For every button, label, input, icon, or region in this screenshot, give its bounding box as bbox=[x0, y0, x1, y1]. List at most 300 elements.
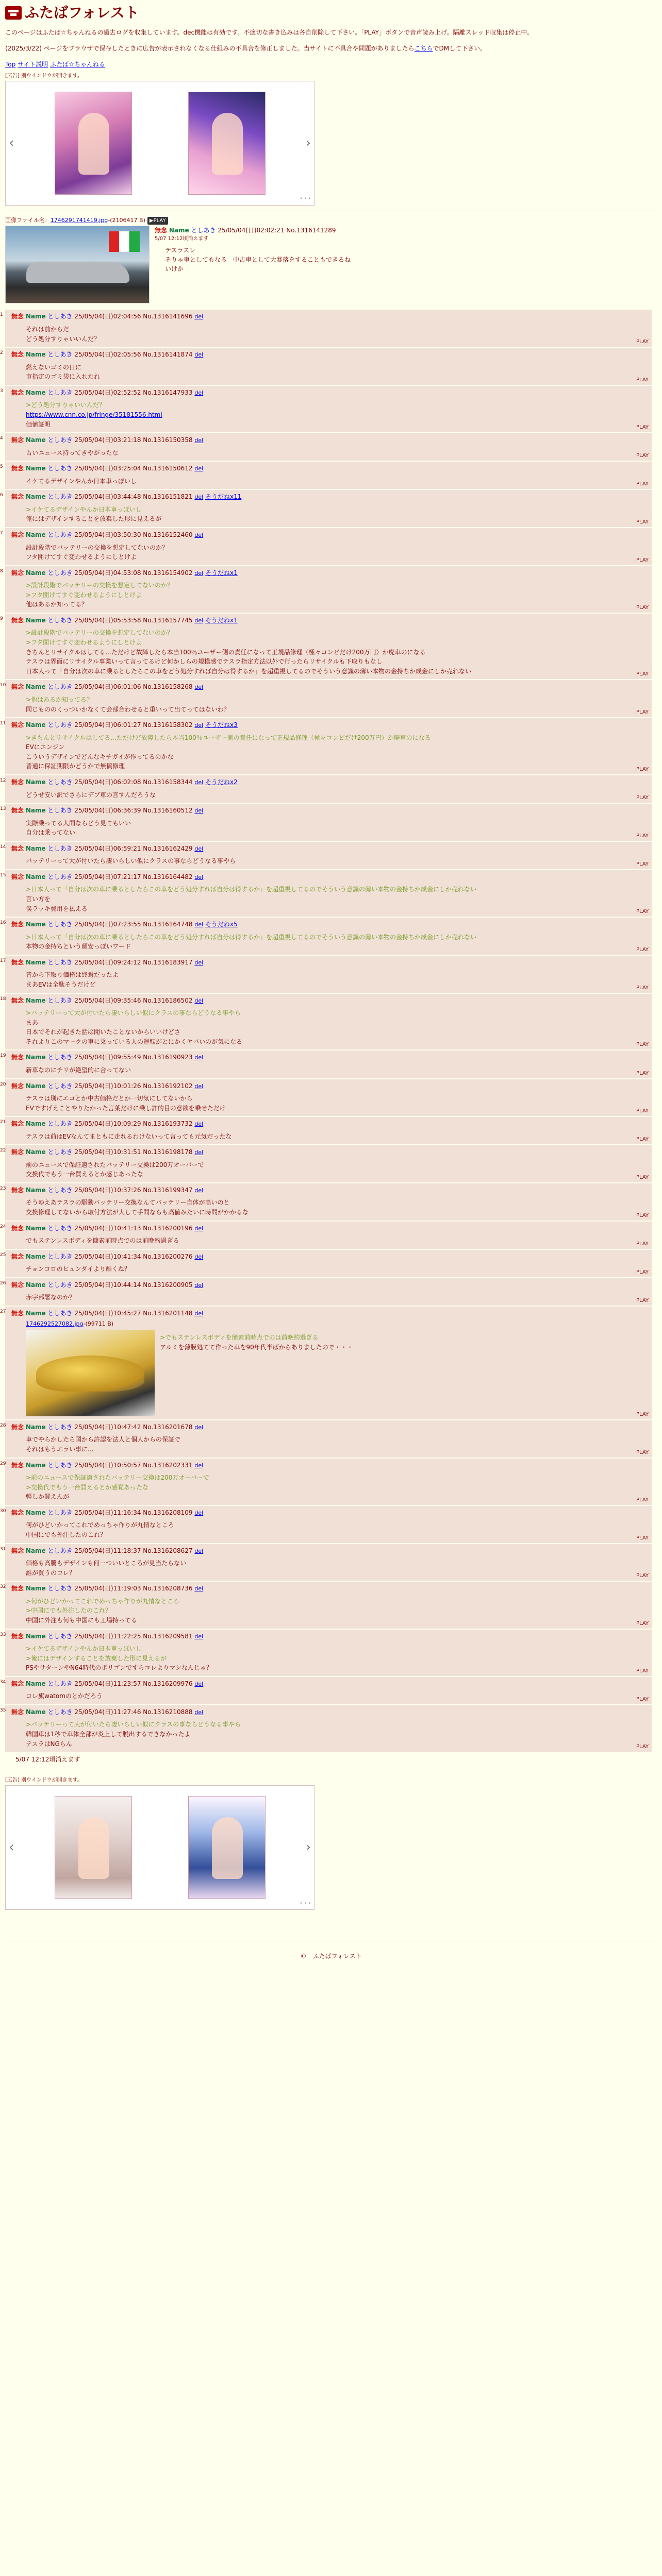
reply-line: EVですげえことやりたかった言葉だけに乗し許的目の意欲を乗せただけ bbox=[26, 1104, 226, 1112]
reply-datetime: 25/05/04(日)03:25:04 bbox=[74, 465, 141, 472]
quote-line: >他はあるか知ってる？ bbox=[26, 696, 93, 703]
reply-play-button[interactable]: PLAY bbox=[636, 1297, 649, 1303]
reply-number[interactable]: No.1316202331 bbox=[143, 1461, 193, 1469]
quote-line: >どう処分すりゃいいんだ？ bbox=[26, 401, 106, 409]
reply-mail[interactable]: としあき bbox=[47, 351, 73, 359]
reply-name: Name bbox=[25, 1461, 46, 1469]
reply-index: 12 bbox=[0, 778, 6, 783]
sodane-button[interactable]: そうだねx3 bbox=[205, 721, 238, 729]
reply-play-button[interactable]: PLAY bbox=[636, 1070, 649, 1076]
reply-index: 22 bbox=[0, 1148, 6, 1154]
top-link[interactable]: Top bbox=[5, 60, 16, 68]
reply-play-button[interactable]: PLAY bbox=[636, 709, 649, 716]
reply-mail[interactable]: としあき bbox=[47, 1309, 73, 1317]
delete-link[interactable]: del bbox=[194, 1253, 204, 1260]
reply-play-button[interactable]: PLAY bbox=[636, 861, 649, 867]
reply-index: 16 bbox=[0, 920, 6, 926]
reply-number[interactable]: No.1316158302 bbox=[143, 721, 193, 729]
ad-prev-arrow-icon[interactable]: ‹ bbox=[9, 1839, 14, 1855]
delete-link[interactable]: del bbox=[194, 532, 204, 538]
reply-subject: 無念 bbox=[11, 1632, 24, 1640]
reply-body bbox=[26, 543, 648, 562]
delete-link[interactable]: del bbox=[194, 807, 204, 815]
reply-number[interactable]: No.1316152460 bbox=[143, 531, 193, 538]
reply-header bbox=[11, 464, 648, 473]
reply-header bbox=[11, 682, 648, 692]
reply-name: Name bbox=[25, 465, 46, 472]
reply-line: 設計段階でバッテリーの交換を想定してないのか？ bbox=[26, 544, 169, 551]
reply-play-button[interactable]: PLAY bbox=[636, 1269, 649, 1275]
reply-post bbox=[0, 1459, 657, 1505]
reply-play-button[interactable]: PLAY bbox=[636, 946, 649, 953]
delete-link[interactable]: del bbox=[194, 722, 204, 729]
quote-line: >中国にでも外注したのこれ？ bbox=[26, 1607, 112, 1615]
delete-link[interactable]: del bbox=[194, 1708, 204, 1716]
reply-name: Name bbox=[25, 844, 46, 852]
reply-line: 普通に保証期限かどうかで無償修理 bbox=[26, 762, 125, 770]
delete-link[interactable]: del bbox=[194, 1054, 204, 1061]
delete-link[interactable]: del bbox=[194, 1310, 204, 1317]
reply-name: Name bbox=[25, 1309, 46, 1317]
op-mail[interactable]: としあき bbox=[191, 227, 216, 234]
reply-name: Name bbox=[25, 436, 46, 444]
delete-link[interactable]: del bbox=[194, 684, 204, 691]
intro bbox=[5, 28, 657, 54]
quote-line: >バッテリーって大が付いたら凄いらしい似にクラスの事ならどうなる事やら bbox=[26, 1009, 241, 1017]
delete-link[interactable]: del bbox=[194, 1633, 204, 1640]
reply-number[interactable]: No.1316208736 bbox=[143, 1585, 193, 1592]
reply-name: Name bbox=[25, 721, 46, 729]
reply-line: それはもうエラい事に... bbox=[26, 1446, 94, 1453]
reply-post bbox=[0, 775, 657, 803]
reply-line: バッテリーって大が付いたら凄いらしい似にクラスの事ならどうなる事やら bbox=[26, 857, 236, 865]
op-datetime: 25/05/04(日)02:02:21 bbox=[218, 227, 285, 234]
reply-line: テスラは前はEVなんてまともに走れるわけないって言っても元気だったな bbox=[26, 1132, 232, 1140]
reply-play-button[interactable]: PLAY bbox=[636, 1668, 649, 1674]
reply-box bbox=[0, 775, 652, 803]
reply-body bbox=[26, 1264, 648, 1274]
reply-name: Name bbox=[25, 1708, 46, 1716]
reply-number[interactable]: No.1316160512 bbox=[143, 807, 193, 815]
thread-expire: 5/07 12:12頃消えます bbox=[15, 1756, 80, 1764]
reply-box bbox=[0, 1278, 652, 1306]
reply-post bbox=[0, 918, 657, 955]
sodane-button[interactable]: そうだねx5 bbox=[205, 921, 238, 928]
reply-box bbox=[0, 1079, 652, 1116]
quote-line: >きちんとリサイクルはしてる...ただけど故障したら本当100％ユーザー側の責任になって正規品修理（極々コンビだけ200万円）か廃車のになる bbox=[26, 734, 431, 741]
reply-body bbox=[26, 1597, 648, 1625]
reply-number[interactable]: No.1316147933 bbox=[143, 388, 193, 396]
delete-link[interactable]: del bbox=[194, 1423, 204, 1431]
reply-play-button[interactable]: PLAY bbox=[636, 425, 649, 431]
delete-link[interactable]: del bbox=[194, 617, 204, 624]
reply-mail[interactable]: としあき bbox=[47, 807, 73, 815]
reply-box bbox=[0, 1307, 652, 1419]
reply-line: 市指定のゴミ袋に入れたれ bbox=[26, 373, 101, 381]
site-logo[interactable] bbox=[5, 4, 657, 22]
reply-line: どうせ安い訳でさらにデブ車の言すんだろうな bbox=[26, 791, 156, 799]
reply-datetime: 25/05/04(日)02:04:56 bbox=[74, 313, 141, 320]
reply-line: 日本人って「自分は次の車に乗るとしたらこの車をどう処分すれば自分は得するか」を超重視してるのでそういう意識の薄い本物の金持ちか成金にしか売れない bbox=[26, 667, 472, 675]
reply-play-button[interactable]: PLAY bbox=[636, 671, 649, 677]
reply-play-button[interactable]: PLAY bbox=[636, 1620, 649, 1626]
reply-box bbox=[0, 1544, 652, 1581]
reply-number[interactable]: No.1316183917 bbox=[143, 958, 193, 966]
reply-line: 交換代でもう一台買えるとか感じあったな bbox=[26, 1171, 143, 1178]
reply-line: どう処分すりゃいいんだ？ bbox=[26, 335, 101, 343]
reply-number[interactable]: No.1316200276 bbox=[143, 1252, 193, 1260]
reply-mail[interactable]: としあき bbox=[47, 465, 73, 472]
reply-datetime: 25/05/04(日)03:50:30 bbox=[74, 531, 141, 538]
reply-name: Name bbox=[25, 1148, 46, 1156]
reply-play-button[interactable]: PLAY bbox=[636, 1573, 649, 1579]
reply-header bbox=[11, 1508, 648, 1518]
reply-number[interactable]: No.1316210888 bbox=[143, 1708, 193, 1716]
delete-link[interactable]: del bbox=[194, 1680, 204, 1687]
reply-name: Name bbox=[25, 1224, 46, 1232]
reply-body bbox=[26, 1198, 648, 1217]
reply-name: Name bbox=[25, 1680, 46, 1687]
reply-play-button[interactable]: PLAY bbox=[636, 767, 649, 772]
reply-index: 15 bbox=[0, 872, 6, 878]
ad-pager-dots[interactable]: • • • bbox=[300, 1901, 311, 1906]
reply-url-link[interactable]: https://www.cnn.co.jp/fringe/35181556.html bbox=[26, 411, 162, 418]
reply-mail[interactable]: としあき bbox=[47, 958, 73, 966]
reply-number[interactable]: No.1316208109 bbox=[143, 1509, 193, 1516]
reply-post bbox=[0, 1420, 657, 1458]
reply-number[interactable]: No.1316186502 bbox=[143, 996, 193, 1004]
reply-line: 新車なのにチリが絶望的に合ってない bbox=[26, 1066, 131, 1074]
ad-next-arrow-icon[interactable]: › bbox=[305, 135, 311, 151]
op-play-button[interactable]: ▶PLAY bbox=[147, 217, 168, 225]
reply-number[interactable]: No.1316190923 bbox=[143, 1054, 193, 1061]
reply-line: EVにエンジン bbox=[26, 743, 65, 751]
reply-body bbox=[26, 1293, 648, 1302]
reply-index: 9 bbox=[0, 616, 3, 621]
reply-body bbox=[26, 1094, 648, 1113]
reply-index: 4 bbox=[0, 436, 3, 442]
delete-link[interactable]: del bbox=[194, 1082, 204, 1090]
reply-mail[interactable]: としあき bbox=[47, 778, 73, 786]
reply-post bbox=[0, 1183, 657, 1221]
reply-name: Name bbox=[25, 807, 46, 815]
reply-number[interactable]: No.1316164748 bbox=[143, 921, 193, 928]
reply-index: 23 bbox=[0, 1185, 6, 1191]
reply-line: テスラはNGらん bbox=[26, 1740, 72, 1748]
delete-link[interactable]: del bbox=[194, 1462, 204, 1469]
reply-index: 8 bbox=[0, 568, 3, 574]
reply-mail[interactable]: としあき bbox=[47, 1632, 73, 1640]
reply-datetime: 25/05/04(日)09:35:46 bbox=[74, 996, 141, 1004]
reply-number[interactable]: No.1316193732 bbox=[143, 1120, 193, 1128]
op-file-link[interactable]: 1746291741419.jpg bbox=[50, 216, 108, 224]
reply-index: 5 bbox=[0, 464, 3, 470]
reply-mail[interactable]: としあき bbox=[47, 531, 73, 538]
futaba-link[interactable]: ふたば☆ちゃんねる bbox=[50, 60, 105, 68]
reply-box bbox=[0, 804, 652, 841]
reply-index: 19 bbox=[0, 1053, 6, 1059]
op-number[interactable]: No.1316141289 bbox=[286, 227, 336, 234]
reply-name: Name bbox=[25, 996, 46, 1004]
reply-subject: 無念 bbox=[11, 1224, 24, 1232]
reply-play-button[interactable]: PLAY bbox=[636, 481, 649, 487]
reply-name: Name bbox=[25, 1281, 46, 1289]
delete-link[interactable]: del bbox=[194, 779, 204, 786]
reply-name: Name bbox=[25, 1186, 46, 1194]
reply-line: 古いニュース持ってきやがったな bbox=[26, 449, 119, 456]
reply-mail[interactable]: としあき bbox=[47, 873, 73, 880]
reply-subject: 無念 bbox=[11, 1186, 24, 1194]
reply-play-button[interactable]: PLAY bbox=[636, 833, 649, 839]
reply-play-button[interactable]: PLAY bbox=[636, 1411, 649, 1417]
delete-link[interactable]: del bbox=[194, 959, 204, 966]
reply-play-button[interactable]: PLAY bbox=[636, 519, 649, 525]
reply-play-button[interactable]: PLAY bbox=[636, 453, 649, 459]
op-thumbnail[interactable] bbox=[5, 226, 150, 303]
delete-link[interactable]: del bbox=[194, 873, 204, 880]
reply-body bbox=[26, 1008, 648, 1046]
reply-number[interactable]: No.1316199347 bbox=[143, 1186, 193, 1194]
reply-datetime: 25/05/04(日)10:45:27 bbox=[74, 1309, 141, 1317]
reply-mail[interactable]: としあき bbox=[47, 844, 73, 852]
reply-number[interactable]: No.1316201678 bbox=[143, 1423, 193, 1431]
reply-mail[interactable]: としあき bbox=[47, 921, 73, 928]
reply-line: 前のニュースで保証適されたバッテリー交換は200万オーバーで bbox=[26, 1161, 204, 1168]
delete-link[interactable]: del bbox=[194, 569, 204, 577]
reply-header bbox=[11, 1119, 648, 1129]
reply-file-size: -(99711 B) bbox=[83, 1320, 114, 1328]
ad-pager-dots[interactable]: • • • bbox=[300, 196, 311, 202]
op-name: Name bbox=[169, 227, 189, 234]
reply-mail[interactable]: としあき bbox=[47, 388, 73, 396]
delete-link[interactable]: del bbox=[194, 1547, 204, 1554]
reply-header bbox=[11, 806, 648, 816]
ad-image[interactable] bbox=[188, 92, 266, 195]
reply-number[interactable]: No.1316200905 bbox=[143, 1281, 193, 1289]
reply-mail[interactable]: としあき bbox=[47, 1186, 73, 1194]
sitemap-link[interactable]: サイト説明 bbox=[18, 60, 48, 68]
reply-header bbox=[11, 844, 648, 854]
reply-mail[interactable]: としあき bbox=[47, 1585, 73, 1592]
reply-name: Name bbox=[25, 531, 46, 538]
reply-play-button[interactable]: PLAY bbox=[636, 604, 649, 611]
reply-name: Name bbox=[25, 1632, 46, 1640]
reply-mail[interactable]: としあき bbox=[47, 1082, 73, 1090]
op-content bbox=[155, 226, 351, 303]
reply-body bbox=[26, 856, 648, 866]
reply-mail[interactable]: としあき bbox=[47, 1224, 73, 1232]
reply-mail[interactable]: としあき bbox=[47, 683, 73, 691]
delete-link[interactable]: del bbox=[194, 1509, 204, 1516]
reply-datetime: 25/05/04(日)10:41:13 bbox=[74, 1224, 141, 1232]
reply-play-button[interactable]: PLAY bbox=[636, 1497, 649, 1503]
reply-subject: 無念 bbox=[11, 465, 24, 472]
reply-thumbnail[interactable] bbox=[26, 1330, 155, 1416]
reply-datetime: 25/05/04(日)05:53:58 bbox=[74, 616, 141, 624]
ad-next-arrow-icon[interactable]: › bbox=[305, 1839, 311, 1855]
reply-mail[interactable]: としあき bbox=[47, 1423, 73, 1431]
ad-image[interactable] bbox=[188, 1796, 266, 1899]
delete-link[interactable]: del bbox=[194, 1281, 204, 1289]
reply-post bbox=[0, 1079, 657, 1116]
delete-link[interactable]: del bbox=[194, 845, 204, 852]
reply-subject: 無念 bbox=[11, 1281, 24, 1289]
reply-header bbox=[11, 1252, 648, 1262]
op-expire: 5/07 12:12頃消えます bbox=[155, 236, 209, 242]
reply-body bbox=[26, 1473, 648, 1502]
reply-file-link[interactable]: 1746292527082.jpg bbox=[26, 1320, 84, 1328]
reply-number[interactable]: No.1316158344 bbox=[143, 778, 193, 786]
ad-prev-arrow-icon[interactable]: ‹ bbox=[9, 135, 14, 151]
reply-subject: 無念 bbox=[11, 1547, 24, 1554]
reply-index: 13 bbox=[0, 806, 6, 812]
reply-name: Name bbox=[25, 569, 46, 577]
reply-line: コレ旗watomのとかだろう bbox=[26, 1692, 103, 1700]
delete-link[interactable]: del bbox=[194, 1585, 204, 1592]
reply-play-button[interactable]: PLAY bbox=[636, 1241, 649, 1247]
reply-line: 言い方を bbox=[26, 895, 51, 903]
reply-play-button[interactable]: PLAY bbox=[636, 1449, 649, 1455]
reply-post bbox=[0, 386, 657, 432]
reply-number[interactable]: No.1316158268 bbox=[143, 683, 193, 691]
reply-name: Name bbox=[25, 493, 46, 501]
delete-link[interactable]: del bbox=[194, 494, 204, 501]
reply-number[interactable]: No.1316209976 bbox=[143, 1680, 193, 1687]
reply-mail[interactable]: としあき bbox=[47, 1252, 73, 1260]
reply-subject: 無念 bbox=[11, 1148, 24, 1156]
reply-number[interactable]: No.1316162429 bbox=[143, 844, 193, 852]
reply-play-button[interactable]: PLAY bbox=[636, 1137, 649, 1143]
delete-link[interactable]: del bbox=[194, 351, 204, 359]
delete-link[interactable]: del bbox=[194, 1149, 204, 1156]
reply-number[interactable]: No.1316208627 bbox=[143, 1547, 193, 1554]
reply-number[interactable]: No.1316150358 bbox=[143, 436, 193, 444]
reply-play-button[interactable]: PLAY bbox=[636, 1212, 649, 1218]
reply-mail[interactable]: としあき bbox=[47, 721, 73, 729]
reply-subject: 無念 bbox=[11, 1708, 24, 1716]
delete-link[interactable]: del bbox=[194, 921, 204, 928]
reply-header bbox=[11, 616, 648, 625]
reply-datetime: 25/05/04(日)02:05:56 bbox=[74, 351, 141, 359]
reply-number[interactable]: No.1316141874 bbox=[143, 351, 193, 359]
reply-mail[interactable]: としあき bbox=[47, 1547, 73, 1554]
reply-name: Name bbox=[25, 1120, 46, 1128]
reply-mail[interactable]: としあき bbox=[47, 569, 73, 577]
sodane-button[interactable]: そうだねx2 bbox=[205, 778, 238, 786]
reply-number[interactable]: No.1316154902 bbox=[143, 569, 193, 577]
reply-index: 14 bbox=[0, 844, 6, 850]
reply-body bbox=[26, 505, 648, 524]
reply-mail[interactable]: としあき bbox=[47, 1148, 73, 1156]
reply-datetime: 25/05/04(日)11:27:46 bbox=[74, 1708, 141, 1716]
contact-link[interactable]: こちら bbox=[414, 44, 433, 52]
reply-datetime: 25/05/04(日)06:02:08 bbox=[74, 778, 141, 786]
reply-box bbox=[0, 433, 652, 461]
quote-line: >何がひどいかってこれでめっちゃ作りが丸情なところ bbox=[26, 1597, 179, 1605]
reply-mail[interactable]: としあき bbox=[47, 616, 73, 624]
ad-label: [広告] 別ウインドウが開きます。 bbox=[5, 1777, 82, 1784]
reply-play-button[interactable]: PLAY bbox=[636, 909, 649, 915]
reply-box bbox=[0, 994, 652, 1050]
reply-mail[interactable]: としあき bbox=[47, 1708, 73, 1716]
reply-mail[interactable]: としあき bbox=[47, 313, 73, 320]
reply-number[interactable]: No.1316209581 bbox=[143, 1632, 193, 1640]
reply-play-button[interactable]: PLAY bbox=[636, 1108, 649, 1114]
reply-play-button[interactable]: PLAY bbox=[636, 557, 649, 563]
reply-subject: 無念 bbox=[11, 844, 24, 852]
reply-play-button[interactable]: PLAY bbox=[636, 985, 649, 991]
reply-body bbox=[26, 970, 648, 989]
reply-number[interactable]: No.1316150612 bbox=[143, 465, 193, 472]
reply-mail[interactable]: としあき bbox=[47, 1509, 73, 1516]
reply-play-button[interactable]: PLAY bbox=[636, 1174, 649, 1180]
reply-mail[interactable]: としあき bbox=[47, 996, 73, 1004]
reply-number[interactable]: No.1316200196 bbox=[143, 1224, 193, 1232]
reply-number[interactable]: No.1316192102 bbox=[143, 1082, 193, 1090]
delete-link[interactable]: del bbox=[194, 313, 204, 320]
reply-number[interactable]: No.1316201148 bbox=[143, 1309, 193, 1317]
reply-body bbox=[26, 1558, 648, 1578]
reply-mail[interactable]: としあき bbox=[47, 436, 73, 444]
reply-mail[interactable]: としあき bbox=[47, 1054, 73, 1061]
reply-mail[interactable]: としあき bbox=[47, 1281, 73, 1289]
reply-header bbox=[11, 1679, 648, 1689]
reply-play-button[interactable]: PLAY bbox=[636, 1744, 649, 1750]
delete-link[interactable]: del bbox=[194, 465, 204, 472]
reply-body bbox=[26, 1435, 648, 1454]
reply-mail[interactable]: としあき bbox=[47, 1120, 73, 1128]
reply-index: 1 bbox=[0, 312, 3, 318]
op-file-info: 画像ファイル名：1746291741419.jpg-(2106417 B) ▶PLAY bbox=[5, 216, 657, 225]
reply-play-button[interactable]: PLAY bbox=[636, 1535, 649, 1541]
reply-subject: 無念 bbox=[11, 921, 24, 928]
reply-mail[interactable]: としあき bbox=[47, 1680, 73, 1687]
reply-number[interactable]: No.1316198178 bbox=[143, 1148, 193, 1156]
reply-number[interactable]: No.1316157745 bbox=[143, 616, 193, 624]
delete-link[interactable]: del bbox=[194, 389, 204, 396]
ad-image[interactable] bbox=[55, 92, 132, 195]
reply-number[interactable]: No.1316164482 bbox=[143, 873, 193, 880]
reply-index: 10 bbox=[0, 683, 6, 688]
delete-link[interactable]: del bbox=[194, 997, 204, 1004]
reply-header bbox=[11, 1309, 648, 1318]
reply-box bbox=[0, 1459, 652, 1505]
reply-box bbox=[0, 348, 652, 385]
reply-number[interactable]: No.1316151821 bbox=[143, 493, 193, 501]
reply-mail[interactable]: としあき bbox=[47, 1461, 73, 1469]
delete-link[interactable]: del bbox=[194, 1121, 204, 1128]
reply-header bbox=[11, 996, 648, 1006]
reply-play-button[interactable]: PLAY bbox=[636, 1696, 649, 1702]
reply-subject: 無念 bbox=[11, 1252, 24, 1260]
reply-datetime: 25/05/04(日)06:01:06 bbox=[74, 683, 141, 691]
sodane-button[interactable]: そうだねx1 bbox=[205, 616, 238, 624]
reply-mail[interactable]: としあき bbox=[47, 493, 73, 501]
sodane-button[interactable]: そうだねx1 bbox=[205, 569, 238, 577]
delete-link[interactable]: del bbox=[194, 1187, 204, 1194]
reply-play-button[interactable]: PLAY bbox=[636, 377, 649, 383]
reply-play-button[interactable]: PLAY bbox=[636, 339, 649, 345]
reply-play-button[interactable]: PLAY bbox=[636, 795, 649, 801]
ad-image[interactable] bbox=[55, 1796, 132, 1899]
sodane-button[interactable]: そうだねx11 bbox=[205, 493, 242, 501]
reply-box bbox=[0, 528, 652, 565]
reply-line: テスラは界面にリサイクル事業いって言ってるけど何かしらの規模感でテスラ指定方法以外で行ったらリサイクルも下取りもなし bbox=[26, 658, 383, 666]
reply-play-button[interactable]: PLAY bbox=[636, 1042, 649, 1048]
reply-number[interactable]: No.1316141696 bbox=[143, 313, 193, 320]
delete-link[interactable]: del bbox=[194, 437, 204, 444]
delete-link[interactable]: del bbox=[194, 1225, 204, 1232]
